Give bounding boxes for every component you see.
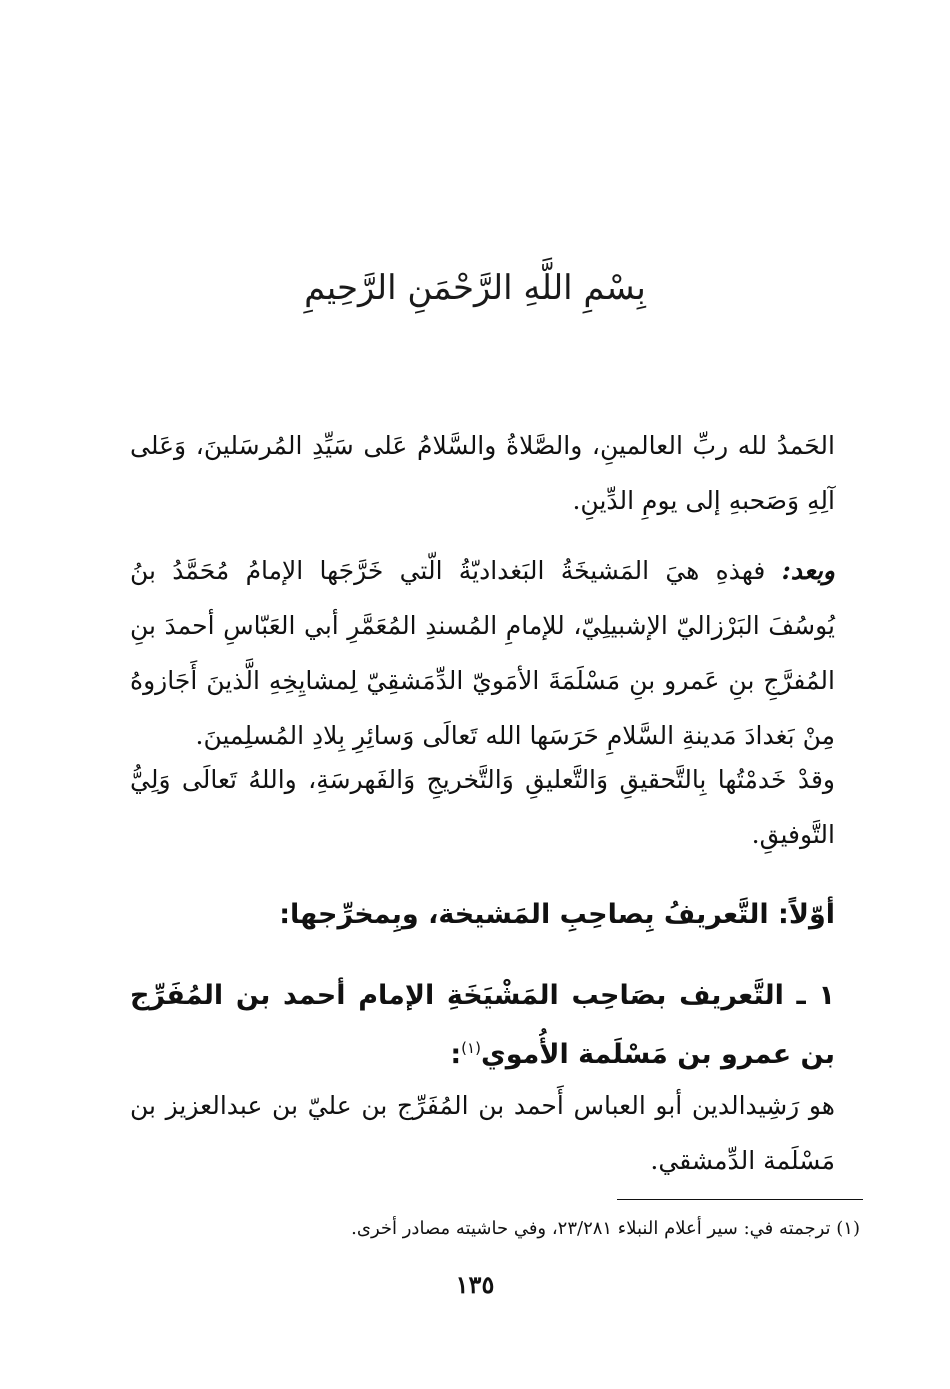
subsection-heading xyxy=(130,970,835,1081)
paragraph-text: الحَمدُ لله ربِّ العالمينِ، والصَّلاةُ والسَّلامُ عَلى سَيِّدِ المُرسَلينَ، وَعَلى آلِهِ وَصَحبهِ إلى يومِ الدِّينِ. xyxy=(130,431,835,515)
page-number: ١٣٥ xyxy=(455,1270,495,1299)
introduction-paragraph xyxy=(130,543,835,763)
biography-paragraph xyxy=(130,1078,835,1188)
subsection-heading-text: ١ ـ التَّعريف بصَاحِب المَشْيَخَةِ الإمام أحمد بن المُفَرِّج بن عمرو بن مَسْلَمة الأُموي xyxy=(130,980,835,1070)
footnote: (١) ترجمته في: سير أعلام النبلاء ٢٣/٢٨١، وفي حاشيته مصادر أخرى. xyxy=(351,1218,860,1239)
section-heading: أوّلاً: التَّعريفُ بِصاحِبِ المَشيخة، وبِمخرِّجها: xyxy=(279,899,835,930)
service-paragraph xyxy=(130,752,835,862)
paragraph-text: وقدْ خَدمْتُها بِالتَّحقيقِ وَالتَّعليقِ وَالتَّخريجِ وَالفَهرسَةِ، واللهُ تَعالَى وَلِيُّ التَّوفيقِ. xyxy=(130,765,835,849)
footnote-reference[interactable]: (١) xyxy=(461,1039,481,1057)
footnote-divider xyxy=(617,1199,863,1200)
intro-word: وبعد: xyxy=(781,556,836,585)
basmala-heading: بِسْمِ اللَّهِ الرَّحْمَنِ الرَّحِيمِ xyxy=(304,268,646,308)
heading-colon: : xyxy=(450,1039,462,1070)
paragraph-text: فهذهِ هيَ المَشيخَةُ البَغداديّةُ الّتي خَرَّجَها الإمامُ مُحَمَّدُ بنُ يُوسُفَ البَرْزاليّ الإشبيلِيّ، للإمامِ المُسندِ المُعَمَّرِ أبي العَبّاسِ أحمدَ بنِ المُفرَّجِ بنِ عَمرو بنِ مَسْلَمَةَ الأمَويّ الدِّمَشقِيّ لِمشايِخِهِ الَّذينَ أَجَازوهُ مِنْ بَغدادَ مَدينةِ السَّلامِ حَرَسَها الله تَعالَى وَسائِرِ بِلادِ المُسلِمينَ. xyxy=(130,556,835,750)
opening-praise-paragraph xyxy=(130,418,835,528)
paragraph-text: هو رَشِيدالدين أبو العباس أَحمد بن المُفَرِّج بن عليّ بن عبدالعزيز بن مَسْلَمة الدِّمشقي. xyxy=(130,1091,835,1175)
